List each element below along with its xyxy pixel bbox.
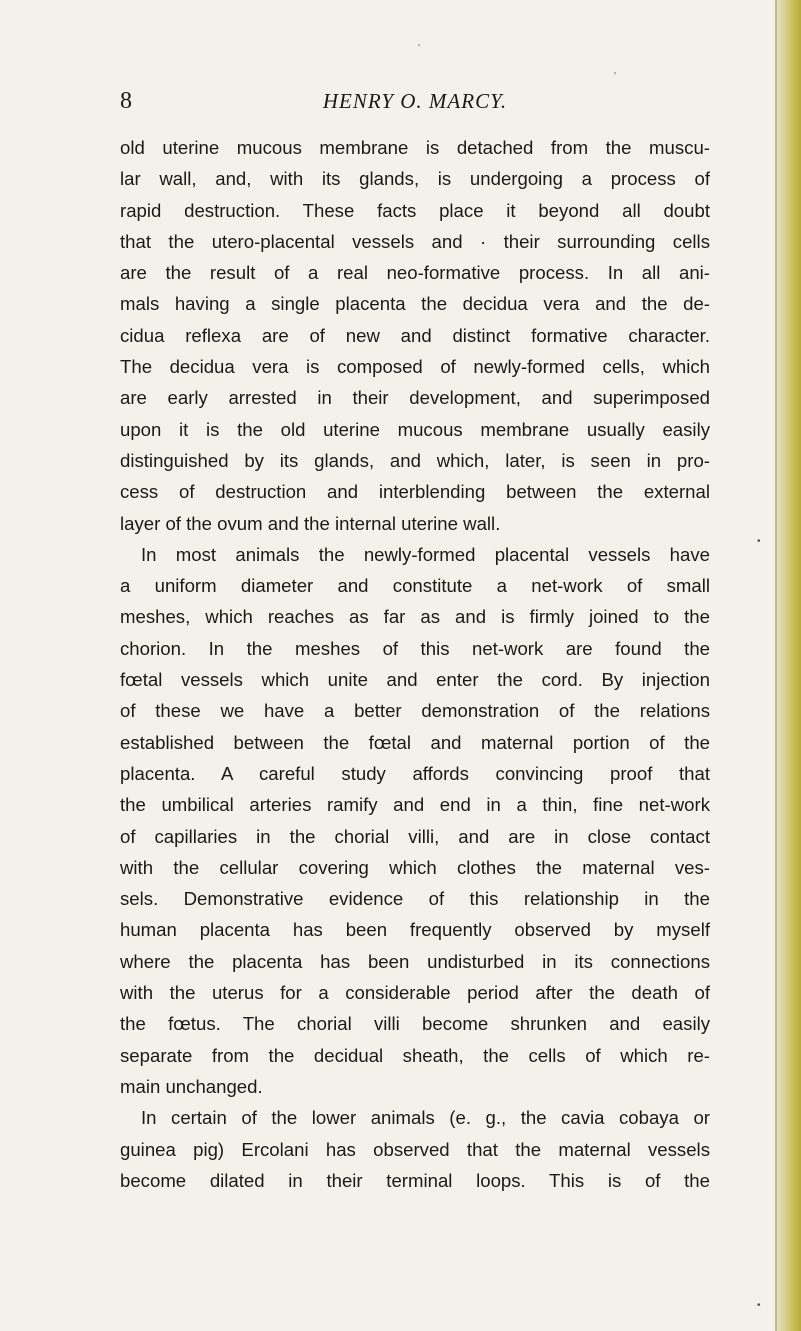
text-line: guinea pig) Ercolani has observed that the maternal vessels: [120, 1138, 710, 1160]
text-line: with the uterus for a considerable period after the death of: [120, 982, 710, 1004]
text-line: upon it is the old uterine mucous membrane usually easily: [120, 418, 710, 440]
ink-speck: •: [757, 1300, 761, 1311]
text-line: lar wall, and, with its glands, is undergoing a process of: [120, 168, 710, 190]
text-line: are the result of a real neo-formative process. In all ani-: [120, 262, 710, 284]
text-line: that the utero-placental vessels and · their surrounding cells: [120, 230, 710, 252]
text-line: where the placenta has been undisturbed in its connections: [120, 950, 710, 972]
text-line: old uterine mucous membrane is detached from the muscu-: [120, 137, 710, 158]
ink-speck: ': [614, 71, 616, 82]
body-text: [120, 132, 710, 1196]
text-line: sels. Demonstrative evidence of this relationship in the: [120, 888, 710, 910]
ink-speck: •: [757, 536, 761, 547]
text-line: chorion. In the meshes of this net-work are found the: [120, 637, 710, 659]
text-line: meshes, which reaches as far as and is firmly joined to the: [120, 606, 710, 628]
ink-speck: ': [418, 43, 420, 54]
text-line: of these we have a better demonstration of the relations: [120, 700, 710, 722]
page-edge-line: [775, 0, 777, 1331]
text-line: cidua reflexa are of new and distinct formative character.: [120, 324, 710, 346]
text-line: a uniform diameter and constitute a net-work of small: [120, 575, 710, 597]
text-line: placenta. A careful study affords convincing proof that: [120, 762, 710, 784]
text-line: become dilated in their terminal loops. This is of the: [120, 1169, 710, 1191]
text-line: layer of the ovum and the internal uterine wall.: [120, 512, 501, 534]
text-line: the umbilical arteries ramify and end in a thin, fine net-work: [120, 794, 710, 816]
text-line: are early arrested in their development, and superimposed: [120, 387, 710, 409]
text-line: rapid destruction. These facts place it beyond all doubt: [120, 199, 710, 221]
text-line: cess of destruction and interblending between the external: [120, 481, 710, 503]
page-number: 8: [120, 88, 132, 114]
text-line: In most animals the newly-formed placental vessels have: [141, 543, 710, 565]
text-line: the fœtus. The chorial villi become shrunken and easily: [120, 1013, 710, 1035]
text-line: main unchanged.: [120, 1075, 263, 1097]
running-title: HENRY O. MARCY.: [322, 89, 508, 113]
running-head: [120, 86, 710, 116]
text-line: established between the fœtal and maternal portion of the: [120, 731, 710, 753]
text-line: with the cellular covering which clothes the maternal ves-: [120, 856, 710, 878]
text-line: In certain of the lower animals (e. g., the cavia cobaya or: [141, 1107, 710, 1129]
text-line: of capillaries in the chorial villi, and are in close contact: [120, 825, 710, 847]
text-line: separate from the decidual sheath, the cells of which re-: [120, 1044, 710, 1066]
text-line: fœtal vessels which unite and enter the cord. By injection: [120, 669, 710, 691]
page-edge: [775, 0, 801, 1331]
text-line: human placenta has been frequently observed by myself: [120, 919, 710, 941]
text-line: mals having a single placenta the decidua vera and the de-: [120, 293, 710, 315]
text-line: The decidua vera is composed of newly-formed cells, which: [120, 356, 710, 378]
text-line: distinguished by its glands, and which, later, is seen in pro-: [120, 449, 710, 471]
